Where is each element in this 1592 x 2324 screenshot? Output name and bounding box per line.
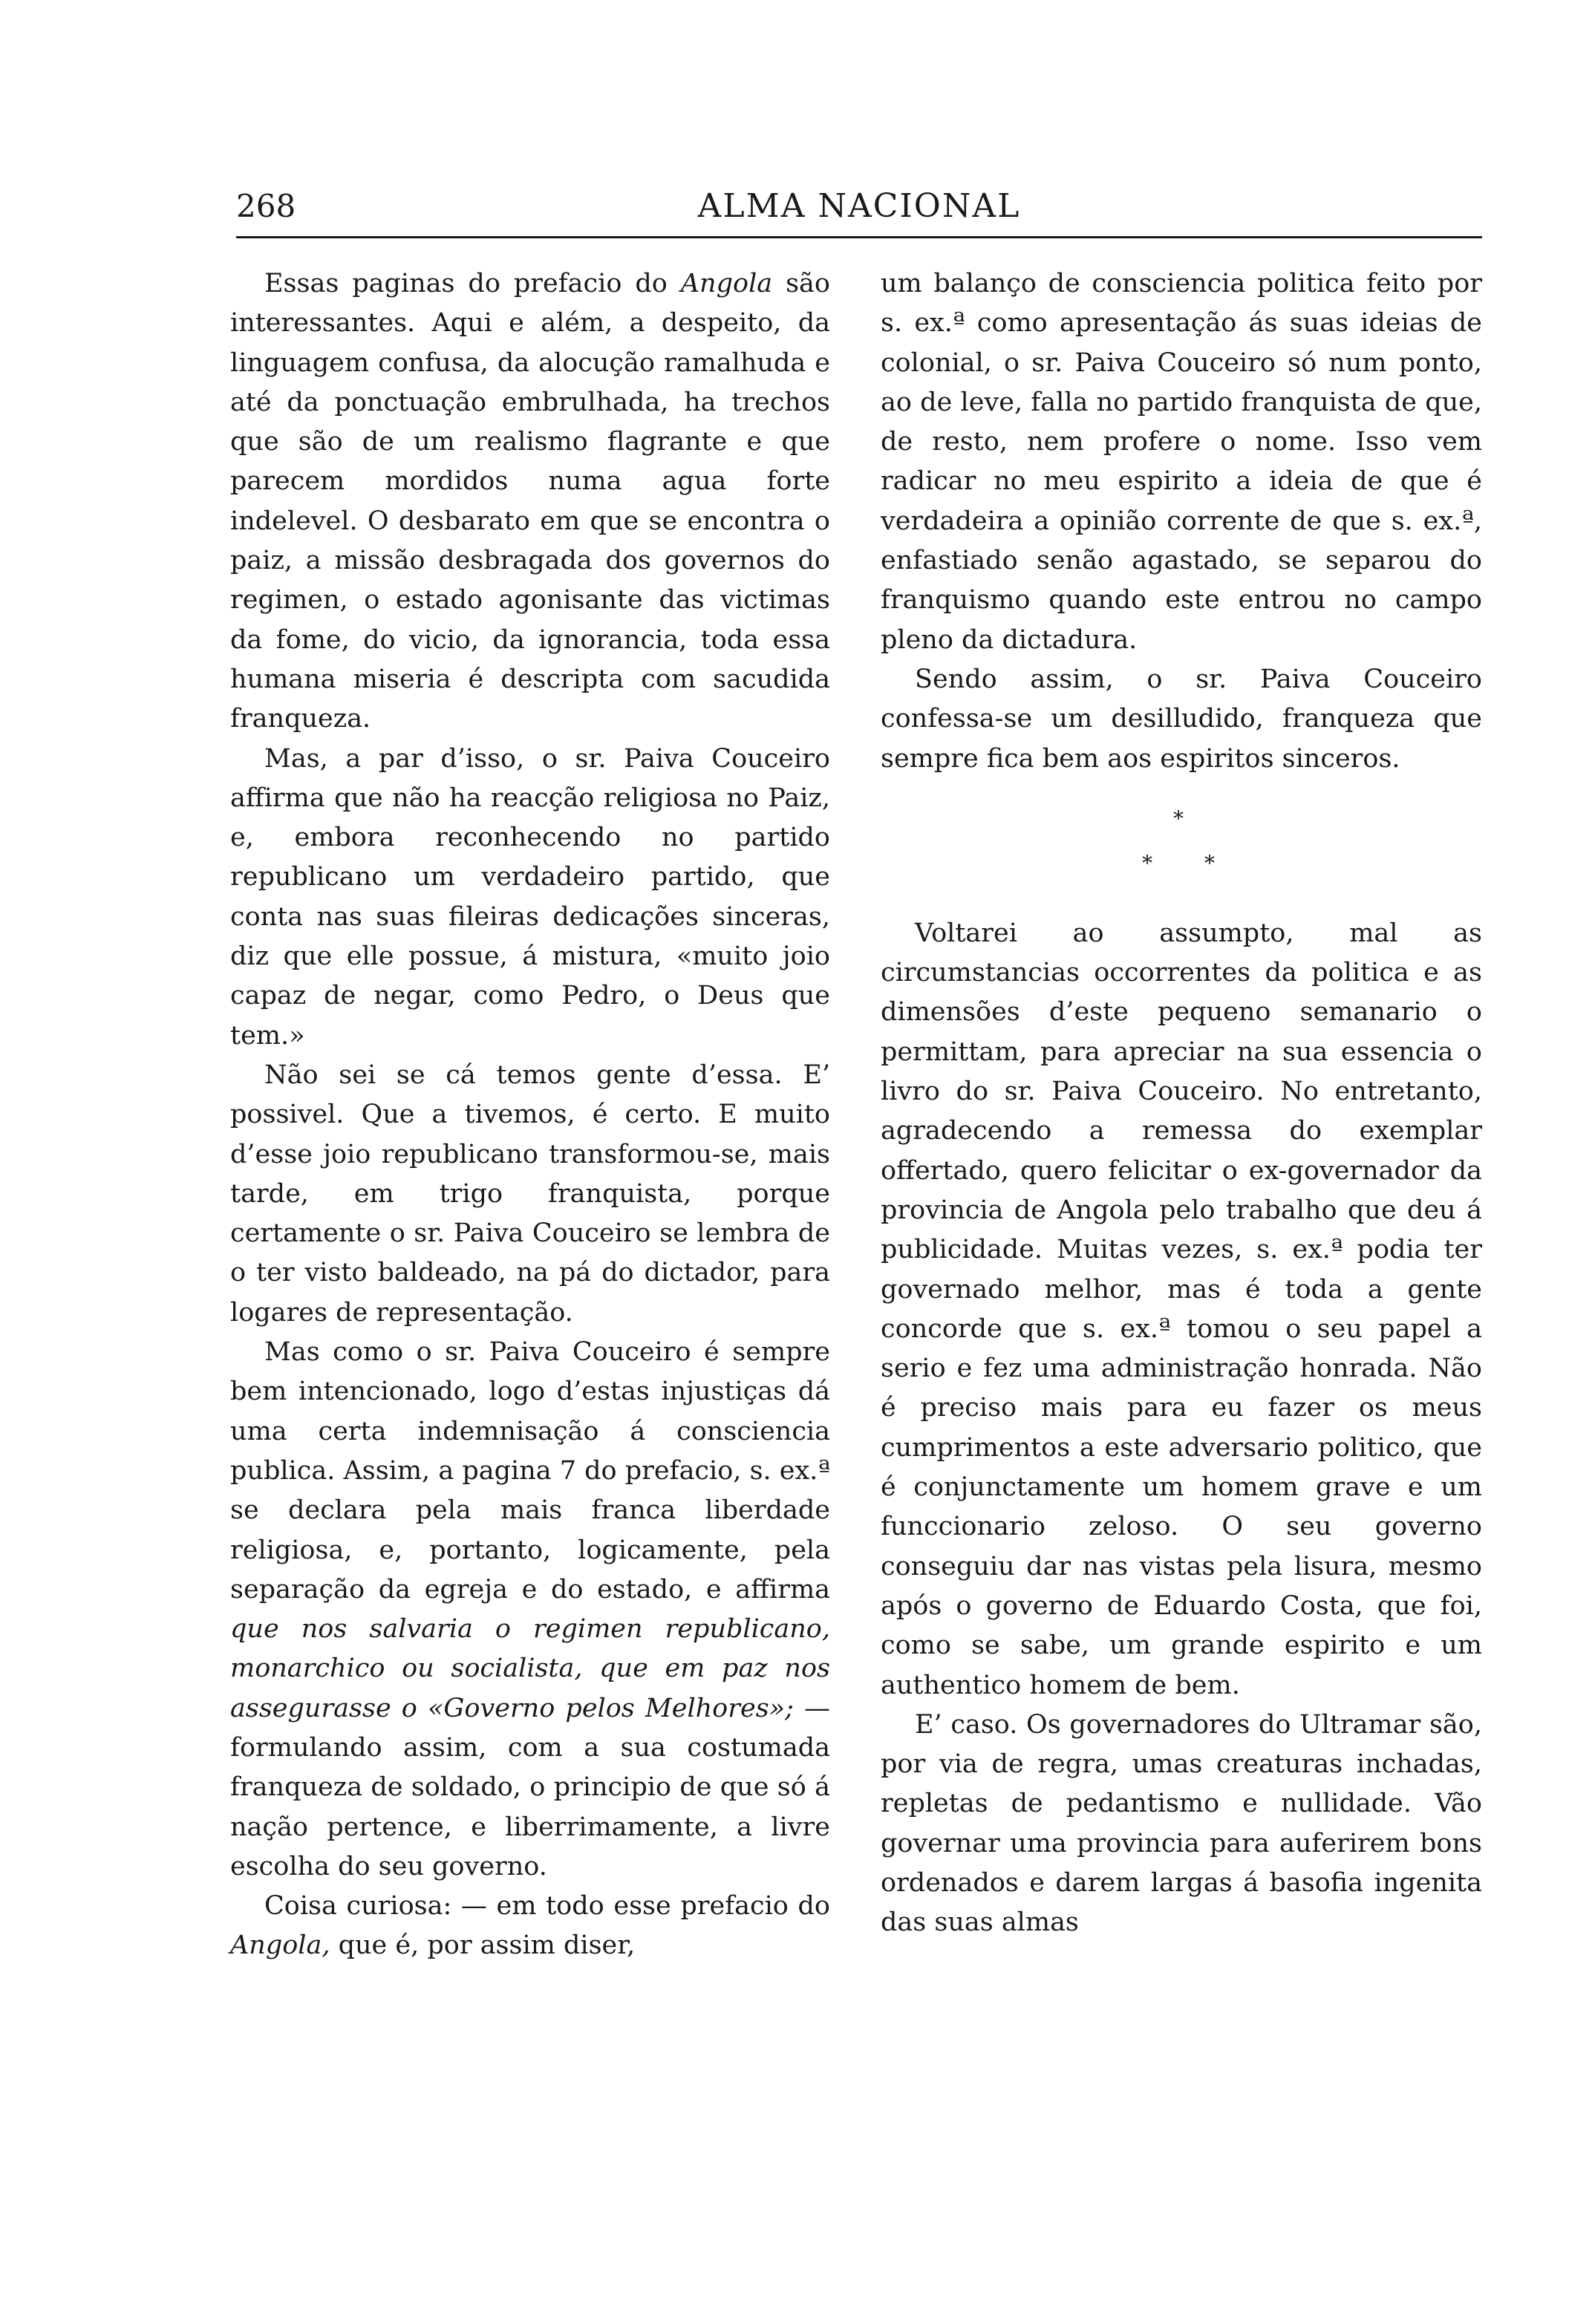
paragraph: E’ caso. Os governadores do Ultramar são, por via de regra, umas creaturas inchadas, repletas de pedantismo e nullidade. Vão governar uma provincia para auferirem bons ordenados e darem largas á basofia ingenita das suas almas [881,1709,1482,1938]
italic-quotation: que nos salvaria o regimen republicano, monarchico ou socialista, que em paz nos assegurasse o «Governo pelos Melhores»; [230,1614,830,1723]
left-column [230,264,830,1966]
paragraph [230,264,830,740]
paragraph-text: Essas paginas do prefacio do [264,269,681,298]
page-header [236,177,1482,238]
right-column [881,264,1482,1943]
page-number: 268 [236,188,296,224]
asterism-star-left: * [1142,850,1152,875]
paragraph-text: que é, por assim diser, [330,1930,636,1961]
paragraph-text: Mas como o sr. Paiva Couceiro é sempre bem intencionado, logo d’estas injustiças dá uma certa indemnisação á consciencia publica. Assim, a pagina 7 do prefacio, s. ex.ª se declara pela mais franca liberdade religiosa, e, portanto, logicamente, pela separação da egreja e do estado, e affirma [230,1337,830,1605]
paragraph-text: — formulando assim, com a sua costumada franqueza de soldado, o principio de que só á nação pertence, e liberrimamente, a livre escolha do seu governo. [230,1693,830,1881]
paragraph: Não sei se cá temos gente d’essa. E’ possivel. Que a tivemos, é certo. E muito d’esse joio republicano transformou-se, mais tarde, em trigo franquista, porque certamente o sr. Paiva Couceiro se lembra de o ter visto baldeado, na pá do dictador, para logares de representação. [230,1060,830,1328]
paragraph-text: Coisa curiosa: — em todo esse prefacio do [264,1891,830,1922]
paragraph [230,1333,830,1887]
paragraph [230,1887,830,1966]
paragraph: um balanço de consciencia politica feito por s. ex.ª como apresentação ás suas ideias de colonial, o sr. Paiva Couceiro só num ponto, ao de leve, falla no partido franquista de que, de resto, nem profere o nome. Isso vem radicar no meu espirito a ideia de que é verdadeira a opinião corrente de que s. ex.ª, enfastiado senão agastado, se separou do franquismo quando este entrou no campo pleno da dictadura. [881,269,1482,655]
running-title: ALMA NACIONAL [697,187,1021,225]
paragraph: Mas, a par d’isso, o sr. Paiva Couceiro affirma que não ha reacção religiosa no Paiz, e, embora reconhecendo no partido republicano um verdadeiro partido, que conta nas suas fileiras dedicações sinceras, diz que elle possue, á mistura, «muito joio capaz de negar, como Pedro, o Deus que tem.» [230,743,830,1051]
paragraph: Sendo assim, o sr. Paiva Couceiro confessa-se um desilludido, franqueza que sempre fica bem aos espiritos sinceros. [881,664,1482,774]
section-asterism [881,780,1482,914]
italic-book-title: Angola, [230,1930,330,1961]
paragraph: Voltarei ao assumpto, mal as circumstancias occorrentes da politica e as dimensões d’este pequeno semanario o permittam, para apreciar na sua essencia o livro do sr. Paiva Couceiro. No entretanto, agradecendo a remessa do exemplar offertado, quero felicitar o ex-governador da provincia de Angola pelo trabalho que deu á publicidade. Muitas vezes, s. ex.ª podia ter governado melhor, mas é toda a gente concorde que s. ex.ª tomou o seu papel a serio e fez uma administração honrada. Não é preciso mais para eu fazer os meus cumprimentos a este adversario politico, que é conjunctamente um homem grave e um funccionario zeloso. O seu governo conseguiu dar nas vistas pela lisura, mesmo após o governo de Eduardo Costa, que foi, como se sabe, um grande espirito e um authentico homem de bem. [881,918,1482,1700]
asterism-star-right: * [1204,850,1215,875]
italic-book-title: Angola [680,269,773,298]
paragraph-text: são interessantes. Aqui e além, a despeito, da linguagem confusa, da alocução ramalhuda e até da ponctuação embrulhada, ha trechos que são de um realismo flagrante e que parecem mordidos numa agua forte indelevel. O desbarato em que se encontra o paiz, a missão desbragada dos governos do regimen, o estado agonisante das victimas da fome, do vicio, da ignorancia, toda essa humana miseria é descripta com sacudida franqueza. [230,269,830,734]
asterism-star-top: * [1173,806,1184,831]
